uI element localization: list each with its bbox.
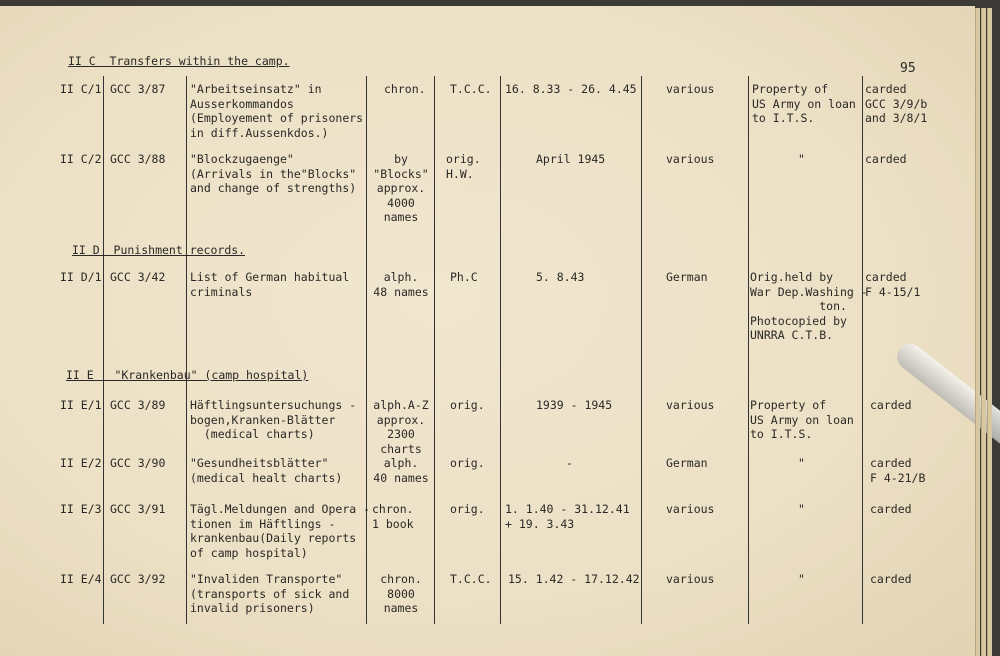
entry-reference: GCC 3/42 xyxy=(110,270,166,284)
entry-arrangement: chron. 8000 names xyxy=(380,572,422,615)
entry-title: "Gesundheitsblätter" (medical healt charts) xyxy=(190,456,343,485)
column-rule xyxy=(641,76,642,624)
section-heading: II E "Krankenbau" (camp hospital) xyxy=(66,368,309,382)
entry-language: various xyxy=(666,398,715,412)
entry-title: "Arbeitseinsatz" in Ausserkommandos (Employement of prisoners in diff.Aussenkdos.) xyxy=(190,82,364,140)
column-rule xyxy=(748,76,749,624)
entry-status: carded xyxy=(870,502,912,516)
entry-dates: - xyxy=(566,456,573,470)
entry-dates: 5. 8.43 xyxy=(536,270,585,284)
entry-status: carded F 4-21/B xyxy=(870,456,926,485)
entry-location: " xyxy=(798,572,805,586)
entry-arrangement: alph.A-Z approx. 2300 charts xyxy=(373,398,429,456)
entry-number: II E/1 xyxy=(60,398,102,412)
entry-location: Orig.held by War Dep.Washing - ton. Photocopied by UNRRA C.T.B. xyxy=(750,270,868,342)
entry-status: carded GCC 3/9/b and 3/8/1 xyxy=(865,82,928,125)
entry-dates: 15. 1.42 - 17.12.42 xyxy=(508,572,640,586)
entry-language: various xyxy=(666,572,715,586)
entry-language: German xyxy=(666,456,708,470)
entry-language: various xyxy=(666,82,715,96)
entry-location: " xyxy=(798,152,805,166)
entry-language: various xyxy=(666,502,715,516)
entry-arrangement: by "Blocks" approx. 4000 names xyxy=(373,152,429,224)
entry-status: carded xyxy=(870,398,912,412)
entry-kind: orig. xyxy=(450,502,485,516)
entry-title: "Invaliden Transporte" (transports of sick and invalid prisoners) xyxy=(190,572,350,615)
entry-arrangement: chron. 1 book xyxy=(372,502,414,531)
entry-kind: orig. xyxy=(450,398,485,412)
column-rule xyxy=(186,76,187,624)
entry-status: carded F 4-15/1 xyxy=(865,270,921,299)
entry-arrangement: alph. 48 names xyxy=(373,270,429,299)
entry-location: Property of US Army on loan to I.T.S. xyxy=(750,398,854,441)
entry-kind: T.C.C. xyxy=(450,572,492,586)
entry-reference: GCC 3/87 xyxy=(110,82,166,96)
entry-title: Tägl.Meldungen and Opera - tionen im Häftlings - krankenbau(Daily reports of camp hospital) xyxy=(190,502,371,560)
entry-number: II C/2 xyxy=(60,152,102,166)
entry-reference: GCC 3/92 xyxy=(110,572,166,586)
entry-kind: T.C.C. xyxy=(450,82,492,96)
column-rule xyxy=(500,76,501,624)
entry-title: "Blockzugaenge" (Arrivals in the"Blocks" and change of strengths) xyxy=(190,152,357,195)
entry-location: " xyxy=(798,456,805,470)
entry-dates: 1939 - 1945 xyxy=(536,398,613,412)
section-heading: II C Transfers within the camp. xyxy=(68,54,290,68)
entry-kind: Ph.C xyxy=(450,270,478,284)
entry-dates: 16. 8.33 - 26. 4.45 xyxy=(505,82,637,96)
entry-reference: GCC 3/89 xyxy=(110,398,166,412)
entry-number: II D/1 xyxy=(60,270,102,284)
entry-language: various xyxy=(666,152,715,166)
ledger-page xyxy=(0,6,975,656)
entry-status: carded xyxy=(865,152,907,166)
section-heading: II D Punishment records. xyxy=(72,243,246,257)
entry-title: Häftlingsuntersuchungs - bogen,Kranken-Blätter (medical charts) xyxy=(190,398,357,441)
column-rule xyxy=(862,76,863,624)
page-number: 95 xyxy=(900,61,916,76)
entry-language: German xyxy=(666,270,708,284)
entry-number: II E/2 xyxy=(60,456,102,470)
entry-arrangement: chron. xyxy=(384,82,426,96)
entry-dates: April 1945 xyxy=(536,152,606,166)
entry-number: II C/1 xyxy=(60,82,102,96)
entry-arrangement: alph. 40 names xyxy=(373,456,429,485)
entry-reference: GCC 3/90 xyxy=(110,456,166,470)
page-edge xyxy=(975,8,980,656)
page-edge xyxy=(987,8,992,656)
entry-number: II E/4 xyxy=(60,572,102,586)
entry-number: II E/3 xyxy=(60,502,102,516)
entry-kind: orig. xyxy=(450,456,485,470)
entry-reference: GCC 3/91 xyxy=(110,502,166,516)
entry-status: carded xyxy=(870,572,912,586)
entry-reference: GCC 3/88 xyxy=(110,152,166,166)
entry-kind: orig. H.W. xyxy=(446,152,481,181)
entry-location: " xyxy=(798,502,805,516)
column-rule xyxy=(434,76,435,624)
column-rule xyxy=(103,76,104,624)
entry-location: Property of US Army on loan to I.T.S. xyxy=(752,82,856,125)
entry-title: List of German habitual criminals xyxy=(190,270,350,299)
page-edge xyxy=(981,8,986,656)
entry-dates: 1. 1.40 - 31.12.41 + 19. 3.43 xyxy=(505,502,630,531)
